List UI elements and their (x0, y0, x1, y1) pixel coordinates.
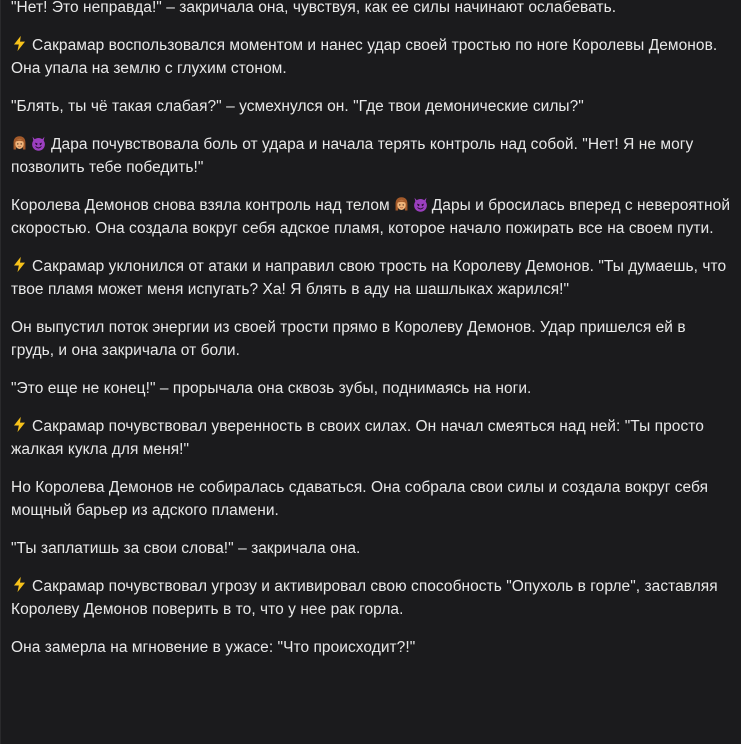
paragraph-11 (11, 537, 733, 560)
paragraph-6 (11, 255, 733, 301)
paragraph-text: Сакрамар почувствовал угрозу и активировал свою способность "Опухоль в горле", заставляя Королеву Демонов поверить в то, что у нее рак горла. (11, 578, 718, 618)
woman-icon (393, 196, 410, 213)
paragraph-3 (11, 95, 733, 118)
lightning-icon (11, 416, 28, 433)
paragraph-text: Сакрамар воспользовался моментом и нанес удар своей тростью по ноге Королевы Демонов. Она упала на землю с глухим стоном. (11, 37, 718, 77)
message-body (11, 0, 733, 674)
paragraph-8 (11, 377, 733, 400)
paragraph-2 (11, 34, 733, 80)
paragraph-text: "Нет! Это неправда!" – закричала она, чувствуя, как ее силы начинают ослабевать. (11, 0, 617, 16)
lightning-icon (11, 256, 28, 273)
paragraph-text: "Это еще не конец!" – прорычала она сквозь зубы, поднимаясь на ноги. (11, 380, 532, 397)
paragraph-5 (11, 194, 733, 240)
lightning-icon (11, 576, 28, 593)
paragraph-text: Сакрамар уклонился от атаки и направил свою трость на Королеву Демонов. "Ты думаешь, что твое пламя может меня испугать? Ха! Я блять в аду на шашлыках жарился!" (11, 258, 727, 298)
paragraph-text-before: Королева Демонов снова взяла контроль над телом (11, 197, 390, 214)
paragraph-text: "Блять, ты чё такая слабая?" – усмехнулся он. "Где твои демонические силы?" (11, 98, 584, 115)
paragraph-12 (11, 575, 733, 621)
paragraph-text: Сакрамар почувствовал уверенность в своих силах. Он начал смеяться над ней: "Ты просто жалкая кукла для меня!" (11, 418, 704, 458)
paragraph-9 (11, 415, 733, 461)
lightning-icon (11, 35, 28, 52)
paragraph-4 (11, 133, 733, 179)
paragraph-text: Дара почувствовала боль от удара и начала терять контроль над собой. "Нет! Я не могу позволить тебе победить!" (11, 136, 694, 176)
woman-devil-icon (11, 135, 47, 152)
paragraph-text-after: Дары и бросилась вперед с невероятной скоростью. Она создала вокруг себя адское пламя, которое начало пожирать все на своем пути. (11, 197, 731, 237)
paragraph-text: Но Королева Демонов не собиралась сдаваться. Она собрала свои силы и создала вокруг себя мощный барьер из адского пламени. (11, 479, 709, 519)
paragraph-13 (11, 636, 733, 659)
woman-devil-inline-icon (393, 196, 429, 213)
paragraph-1 (11, 0, 733, 19)
paragraph-10 (11, 476, 733, 522)
woman-icon (11, 135, 28, 152)
smiling-devil-icon (30, 135, 47, 152)
smiling-devil-icon (412, 196, 429, 213)
paragraph-text: "Ты заплатишь за свои слова!" – закричала она. (11, 540, 361, 557)
paragraph-text: Он выпустил поток энергии из своей трости прямо в Королеву Демонов. Удар пришелся ей в грудь, и она закричала от боли. (11, 319, 686, 359)
paragraph-7 (11, 316, 733, 362)
paragraph-text: Она замерла на мгновение в ужасе: "Что происходит?!" (11, 639, 416, 656)
